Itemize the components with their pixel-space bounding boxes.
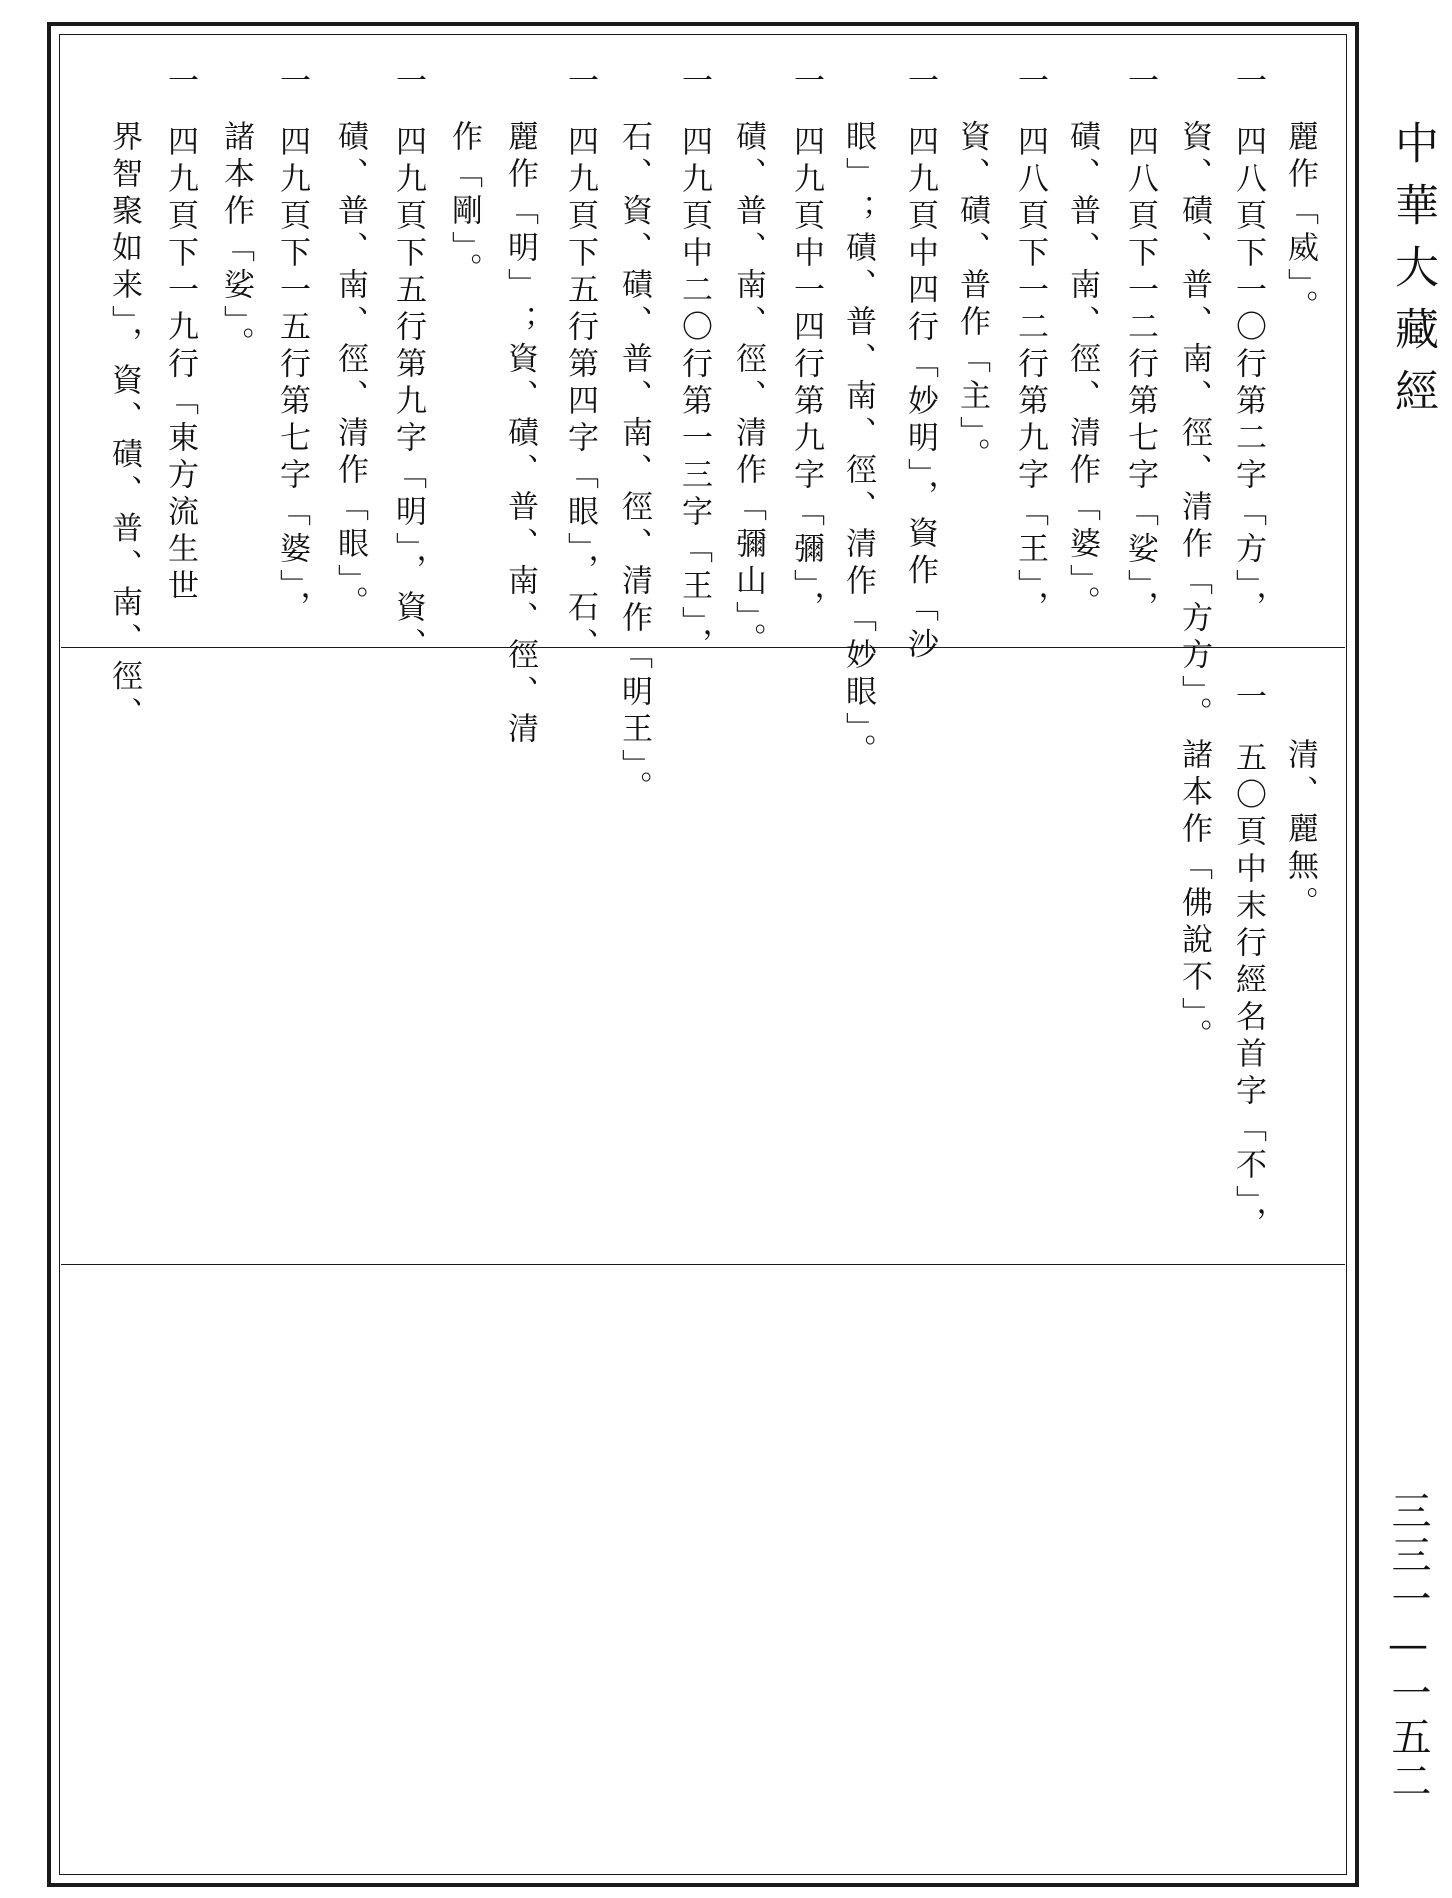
note-marker: 一	[1230, 680, 1266, 717]
note-text: 石、資、磧、普、南、徑、清作「明王」。	[616, 120, 652, 808]
note-continuation-10	[106, 120, 142, 734]
note-continuation-1	[1282, 120, 1318, 327]
note-text: 四九頁下一五行第七字「婆」，	[274, 125, 310, 628]
note-continuation-9b	[218, 120, 254, 364]
note-marker: 一	[788, 64, 824, 101]
note-continuation-9	[332, 120, 368, 623]
note-marker: 一	[390, 64, 426, 101]
note-text: 麗作「威」。	[1282, 120, 1318, 327]
note-text: 四九頁中四行「妙明」，資作「沙	[902, 125, 938, 665]
note-marker: 一	[1230, 64, 1266, 101]
note-text: 五〇頁中末行經名首字「不」，	[1230, 741, 1266, 1244]
note-text: 四八頁下一二行第七字「娑」，	[1122, 125, 1158, 628]
note-continuation-7	[616, 120, 652, 808]
note-text: 眼」；磧、普、南、徑、清作「妙眼」。	[840, 120, 876, 771]
note-marker: 一	[274, 64, 310, 101]
note-column	[1230, 64, 1266, 628]
section-divider-lower	[61, 1264, 1345, 1265]
note-continuation-2	[1176, 120, 1212, 734]
note-text: 諸本作「娑」。	[218, 120, 254, 364]
note-column-2	[1122, 64, 1158, 628]
note-text: 四九頁中一四行第九字「彌」，	[788, 125, 824, 628]
note-continuation-5	[840, 120, 876, 771]
note-text: 四八頁下一〇行第二字「方」，	[1230, 125, 1266, 628]
note-column-8	[390, 64, 426, 665]
collection-title: 中華大藏經	[1387, 120, 1438, 430]
note-column-5	[788, 64, 824, 628]
note-column-6	[676, 64, 712, 665]
note-column-3	[1012, 64, 1048, 628]
note-marker: 一	[162, 64, 198, 101]
note-text: 四九頁中二〇行第一三字「王」，	[676, 125, 712, 665]
note-text: 麗作「明」；資、磧、普、南、徑、清	[502, 120, 538, 749]
note-marker: 一	[1012, 64, 1048, 101]
note-marker: 一	[902, 64, 938, 101]
note-continuation-4	[954, 120, 990, 475]
note-continuation-3	[1064, 120, 1100, 623]
note-text: 四八頁下一二行第九字「王」，	[1012, 125, 1048, 628]
note-continuation-8b	[446, 120, 482, 290]
note-continuation-11b	[1176, 738, 1212, 1056]
note-text: 磧、普、南、徑、清作「眼」。	[332, 120, 368, 623]
note-column-7	[562, 64, 598, 665]
note-continuation-6	[730, 120, 766, 660]
note-continuation-8	[502, 120, 538, 749]
note-marker: 一	[1122, 64, 1158, 101]
note-text: 四九頁下一九行「東方流生世	[162, 125, 198, 606]
note-column-10	[162, 64, 198, 606]
note-text: 磧、普、南、徑、清作「彌山」。	[730, 120, 766, 660]
note-text: 資、磧、普作「主」。	[954, 120, 990, 475]
note-text: 清、麗無。	[1282, 738, 1318, 923]
note-marker: 一	[562, 64, 598, 101]
note-text: 四九頁下五行第九字「明」，資、	[390, 125, 426, 665]
note-text: 作「剛」。	[446, 120, 482, 290]
note-text: 四九頁下五行第四字「眼」，石、	[562, 125, 598, 665]
note-column-11	[1230, 680, 1266, 1244]
note-continuation-11	[1282, 738, 1318, 923]
note-text: 諸本作「佛說不」。	[1176, 738, 1212, 1056]
note-marker: 一	[676, 64, 712, 101]
page-number: 三三一—一五二	[1385, 1490, 1431, 1804]
note-text: 磧、普、南、徑、清作「婆」。	[1064, 120, 1100, 623]
note-column-9	[274, 64, 310, 628]
note-column-4	[902, 64, 938, 665]
note-text: 資、磧、普、南、徑、清作「方方」。	[1176, 120, 1212, 734]
note-text: 界智聚如来」，資、磧、普、南、徑、	[106, 120, 142, 734]
